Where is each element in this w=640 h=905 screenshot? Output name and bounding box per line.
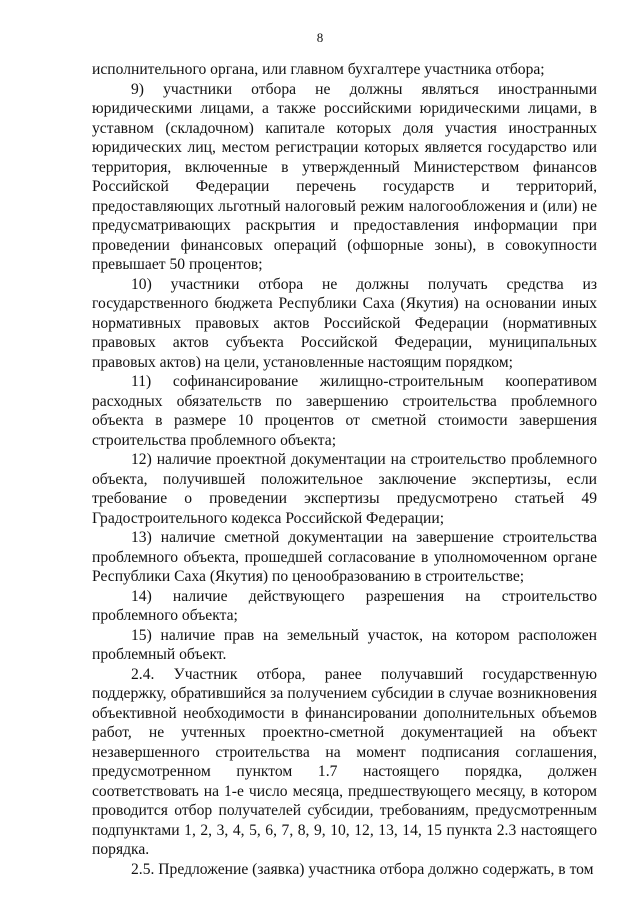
paragraph-item-12: 12) наличие проектной документации на строительство проблемного объекта, получившей положительное заключение экспертизы, если требование о проведении экспертизы предусмотрено статьей 49 Градостроительного кодекса Российской Федерации; bbox=[92, 451, 597, 527]
paragraph-item-11: 11) софинансирование жилищно-строительным кооперативом расходных обязательств по завершению строительства проблемного объекта в размере 10 процентов от сметной стоимости завершения строительства проблемного объекта; bbox=[92, 373, 597, 449]
paragraph-item-14: 14) наличие действующего разрешения на строительство проблемного объекта; bbox=[92, 587, 597, 624]
paragraph-item-13: 13) наличие сметной документации на завершение строительства проблемного объекта, прошедшей согласование в уполномоченном органе Республики Саха (Якутия) по ценообразованию в строительстве; bbox=[92, 529, 597, 585]
paragraph-continuation: исполнительного органа, или главном бухгалтере участника отбора; bbox=[92, 61, 545, 78]
page-number: 8 bbox=[316, 30, 324, 45]
paragraph-item-10: 10) участники отбора не должны получать средства из государственного бюджета Республики Саха (Якутия) на основании иных нормативных правовых актов Российской Федерации (нормативных правовых актов субъекта Российской Федерации, муниципальных правовых актов) на цели, установленные настоящим порядком; bbox=[92, 275, 597, 371]
paragraph-2-4: 2.4. Участник отбора, ранее получавший государственную поддержку, обратившийся за получением субсидии в случае возникновения объективной необходимости в финансировании дополнительных объемов работ, не учтенных проектно-сметной документацией на объект незавершенного строительства на момент подписания соглашения, предусмотренном пунктом 1.7 настоящего порядка, должен соответствовать на 1-е число месяца, предшествующего месяцу, в котором проводится отбор получателей субсидии, требованиям, предусмотренным подпунктами 1, 2, 3, 4, 5, 6, 7, 8, 9, 10, 12, 13, 14, 15 пункта 2.3 настоящего порядка. bbox=[92, 665, 597, 858]
paragraph-item-9: 9) участники отбора не должны являться иностранными юридическими лицами, а также российскими юридическими лицами, в уставном (складочном) капитале которых доля участия иностранных юридических лиц, местом регистрации которых является государство или территория, включенные в утвержденный Министерством финансов Российской Федерации перечень государств и территорий, предоставляющих льготный налоговый режим налогообложения и (или) не предусматривающих раскрытия и предоставления информации при проведении финансовых операций (офшорные зоны), в совокупности превышает 50 процентов; bbox=[92, 80, 597, 273]
document-body bbox=[92, 60, 597, 879]
paragraph-item-15: 15) наличие прав на земельный участок, на котором расположен проблемный объект. bbox=[92, 626, 597, 663]
paragraph-2-5: 2.5. Предложение (заявка) участника отбора должно содержать, в том bbox=[131, 860, 594, 878]
